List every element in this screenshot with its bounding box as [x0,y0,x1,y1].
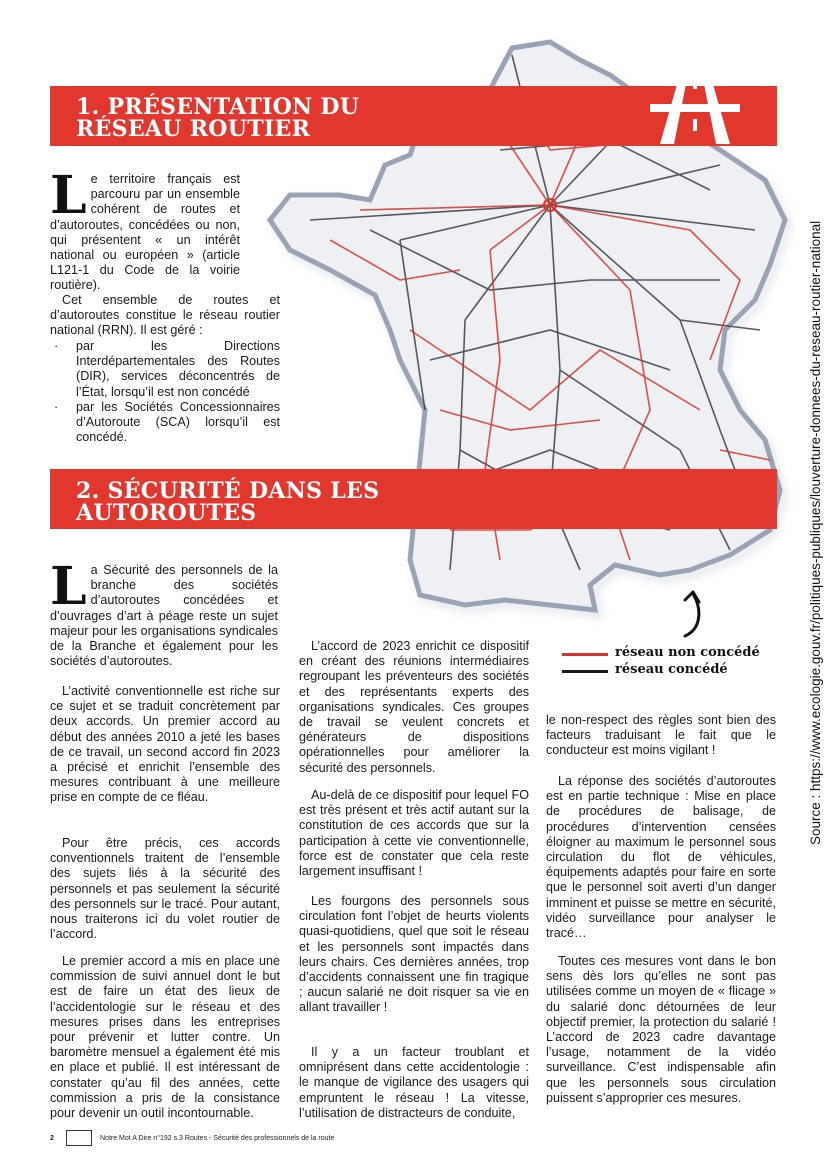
bullet-sca: · par les Sociétés Concessionnaires d’Autoroute (SCA) lorsqu’il est concédé. [50,400,280,446]
section1-banner [50,86,777,146]
highway-logo-icon [650,74,740,144]
col2-p3: Les fourgons des personnels sous circulation font l’objet de heurts violents quasi-quotidiens, quel que soit le réseau et les personnels sont impactés dans leurs chairs. Ces dernières années, trop d’accidents connaissent une fin tragique ; aucun salarié ne doit risquer sa vie en allant travailler ! [299,894,529,1015]
publication-logo [66,1130,92,1146]
pointer-arrow-icon [677,588,713,640]
section1-title-line1: 1. PRÉSENTATION DU [76,94,360,120]
bullet-dir: · par les Directions Interdépartementales des Routes (DIR), services déconcentrés de l’État, lorsqu’il est non concédé [50,339,280,400]
legend-non-concede: réseau non concédé [615,645,760,660]
legend-black-line [562,670,608,673]
dropcap-2: L [50,556,87,617]
col2-p1: L’accord de 2023 enrichit ce dispositif en créant des réunions intermédiaires regroupant les préventeurs des sociétés et des représentants experts des organisations syndicales. Ces groupes de travail se veulent concrets et générateurs de dispositions opérationnelles pour améliorer la sécurité des personnels. [299,639,529,775]
col3-p1: le non-respect des règles sont bien des facteurs traduisant le fait que le conducteur est moins vigilant ! [546,713,776,758]
section1-p2-text: Cet ensemble de routes et d’autoroutes constitue le réseau routier national (RRN). Il est géré : [50,293,280,338]
col1-p2: L’activité conventionnelle est riche sur ce sujet et se traduit concrètement par deux accords. Un premier accord au début des années 2010 a jeté les bases de ce travail, un second accord fin 2023 a précisé et enrichit l’ensemble des mesures contribuant à une meilleure prise en compte de ce fléau. [50,684,280,805]
section1-bullets [50,339,280,445]
section2-title-line1: 2. SÉCURITÉ DANS LES [76,478,380,504]
legend-concede: réseau concédé [615,662,728,677]
section1-p2 [50,293,280,339]
col1-p4: Le premier accord a mis en place une commission de suivi annuel dont le but est de faire un état des lieux de l’accidentologie sur le réseau et des mesures prises dans les entreprises pour prévenir et lutter contre. Un baromètre mensuel a également été mis en place et publié. Il est intéressant de constater qu’au fil des années, cette commission a pris de la consistance pour devenir un outil incontournable. [50,954,280,1121]
section1-intro [50,165,240,294]
col1-p1-text: a Sécurité des personnels de la branche des sociétés d’autoroutes concédées et d’ouvrages d’art à péage reste un sujet majeur pour les organisations syndicales de la Branche et également pour les sociétés d’autoroutes. [50,563,278,669]
dropcap-1: L [50,165,87,226]
section2-title-line2: AUTOROUTES [76,500,257,526]
page-number: 2 [50,1135,54,1142]
col3-p3: Toutes ces mesures vont dans le bon sens dès lors qu’elles ne sont pas utilisées comme un moyen de « flicage » du salarié donc détournées de leur objectif premier, la protection du salarié ! L’accord de 2023 cadre davantage l’usage, notamment de la vidéo surveillance. C’est indispensable afin que les personnels sous circulation puissent s’approprier ces mesures. [546,954,776,1105]
section2-banner [50,469,777,529]
section1-title-line2: RÉSEAU ROUTIER [76,116,311,142]
source-url: Source : https://www.ecologie.gouv.fr/politiques-publiques/louverture-donnees-du-reseau-routier-national [808,220,823,845]
col1-p3: Pour être précis, ces accords conventionnels traitent de l’ensemble des sujets liés à la sécurité des personnels et pas seulement la sécurité des personnels sur le tracé. Pour autant, nous traiterons ici du volet routier de l’accord. [50,836,280,942]
legend-red-line [562,653,608,656]
section1-intro-text: e territoire français est parcouru par un ensemble cohérent de routes et d’autoroutes, concédées ou non, qui présentent « un intérêt national ou européen » (article L121-1 du Code de la voirie routière). [50,172,240,293]
col2-p2: Au-delà de ce dispositif pour lequel FO est très présent et très actif autant sur la constitution de ces accords que sur la participation à cette vie conventionnelle, force est de constater que cela reste largement insuffisant ! [299,788,529,879]
col2-p4: Il y a un facteur troublant et omniprésent dans cette accidentologie : le manque de vigilance des usagers qui empruntent le réseau ! La vitesse, l’utilisation de distracteurs de conduite, [299,1045,529,1120]
footer-text: Notre Mot A Dire n°192 s.3 Routes - Sécurité des professionnels de la route [100,1135,335,1142]
col3-p2: La réponse des sociétés d’autoroutes est en partie technique : Mise en place de procédures de balisage, de procédures d’intervention censées éloigner au maximum le personnel sous circulation du flot de véhicules, équipements adaptés pour faire en sorte que le personnel soit averti d’un danger imminent et puisse se mettre en sécurité, vidéo surveillance pour analyser le tracé… [546,774,776,941]
col1-p1 [50,556,278,669]
